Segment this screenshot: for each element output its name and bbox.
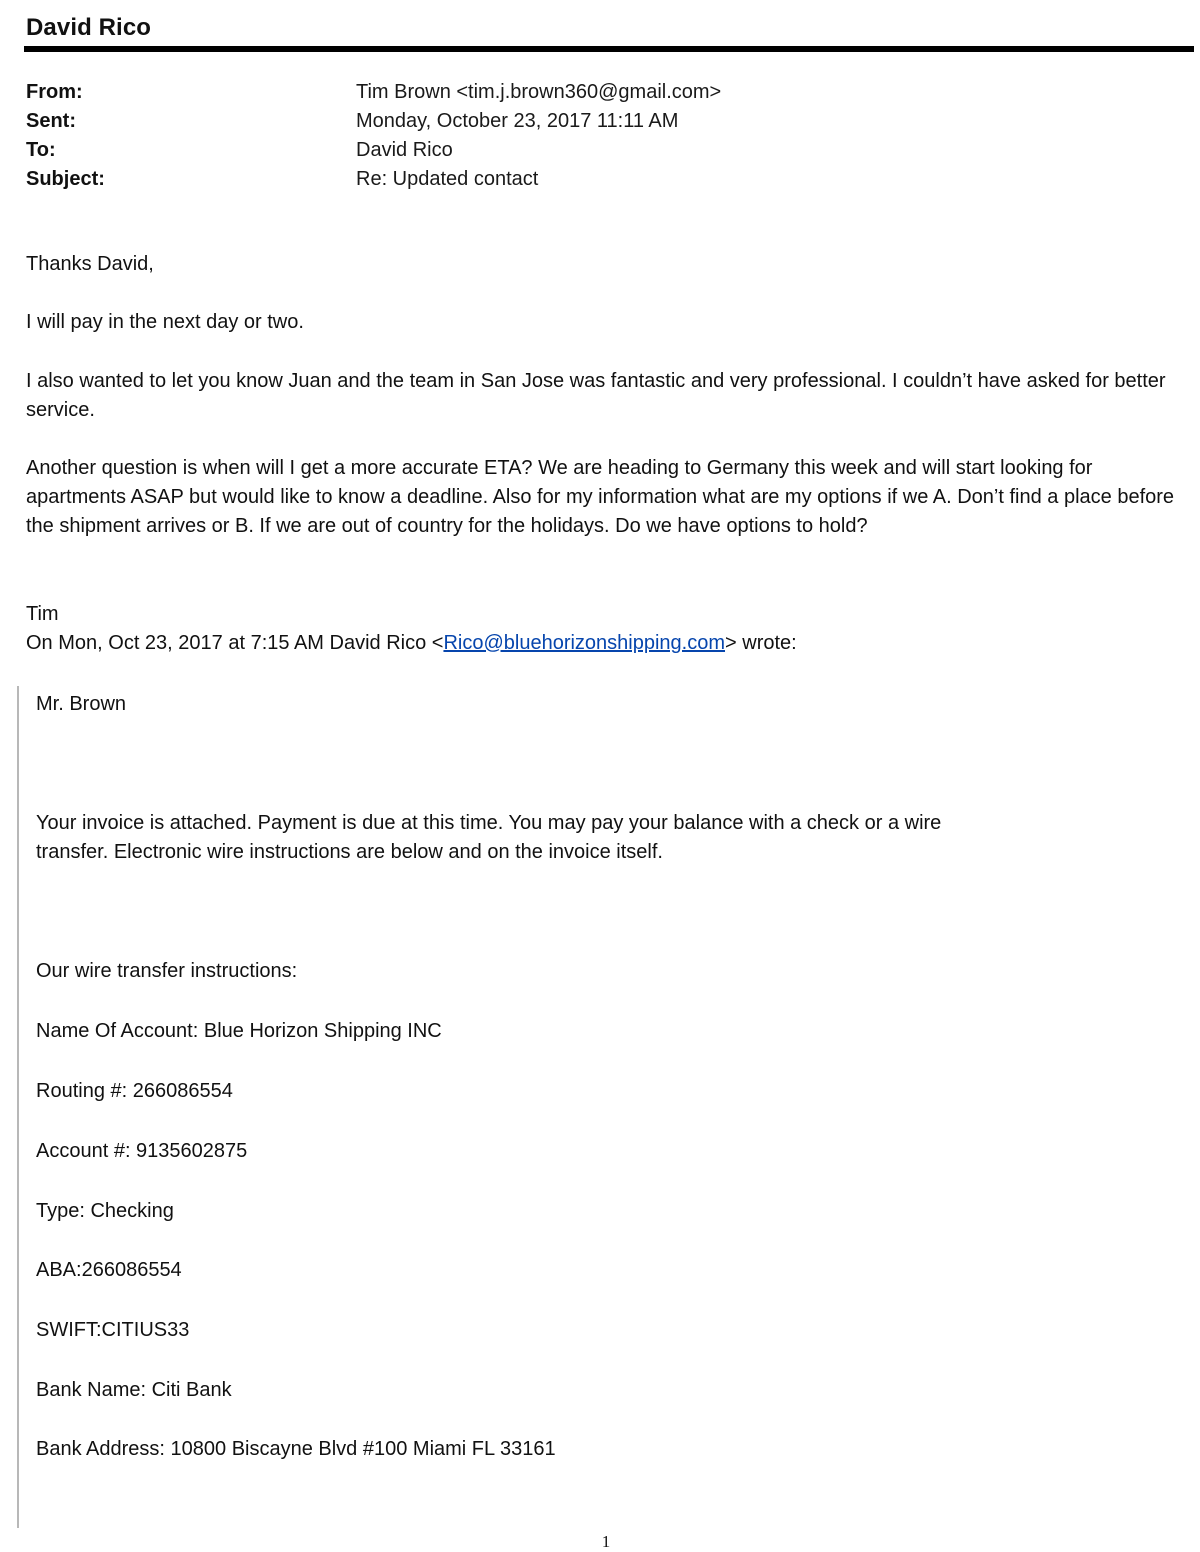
sent-label: Sent:: [26, 110, 76, 132]
signature: Tim: [26, 603, 59, 625]
routing-line: [36, 1077, 1136, 1106]
subject-label: Subject:: [26, 168, 105, 190]
from-value: Tim Brown <tim.j.brown360@gmail.com>: [356, 81, 722, 103]
email-signature-block: [26, 600, 1194, 658]
swift-text: SWIFT:CITIUS33: [36, 1319, 190, 1341]
invoice-line-1: Your invoice is attached. Payment is due at this time. You may pay your balance with a check or a wire: [36, 812, 942, 834]
to-label: To:: [26, 139, 56, 161]
paragraph-thanks-team: I also wanted to let you know Juan and the team in San Jose was fantastic and very professional. I couldn’t have asked for better service.: [26, 370, 1166, 421]
email-paragraph-1: [26, 308, 1194, 337]
bank-address-line: [36, 1435, 1136, 1464]
account-name-text: Name Of Account: Blue Horizon Shipping INC: [36, 1020, 442, 1042]
title-divider: [24, 46, 1194, 52]
greeting-text: Thanks David,: [26, 253, 154, 275]
aba-line: [36, 1256, 1136, 1285]
invoice-line-2: transfer. Electronic wire instructions are below and on the invoice itself.: [36, 841, 663, 863]
header-row-subject: [26, 165, 721, 194]
email-paragraph-2: [26, 367, 1194, 425]
wire-instructions-heading: [36, 957, 1136, 986]
quoted-salutation: [36, 690, 1136, 719]
sender-email-link[interactable]: Rico@bluehorizonshipping.com: [443, 632, 726, 654]
page-title: David Rico: [26, 14, 152, 41]
from-label: From:: [26, 81, 83, 103]
sent-value: Monday, October 23, 2017 11:11 AM: [356, 110, 679, 132]
reply-intro-suffix: > wrote:: [725, 632, 797, 654]
bank-name-line: [36, 1376, 1136, 1405]
reply-intro-prefix: On Mon, Oct 23, 2017 at 7:15 AM David Rico <: [26, 632, 444, 654]
email-headers: [26, 78, 721, 194]
account-number-text: Account #: 9135602875: [36, 1140, 248, 1162]
account-name-line: [36, 1017, 1136, 1046]
bank-address-text: Bank Address: 10800 Biscayne Blvd #100 Miami FL 33161: [36, 1438, 556, 1460]
subject-value: Re: Updated contact: [356, 168, 539, 190]
bank-name-text: Bank Name: Citi Bank: [36, 1379, 232, 1401]
paragraph-payment: I will pay in the next day or two.: [26, 311, 304, 333]
page-number: 1: [601, 1532, 611, 1551]
header-row-from: [26, 78, 721, 107]
account-type-text: Type: Checking: [36, 1200, 174, 1222]
account-type-line: [36, 1197, 1136, 1226]
swift-line: [36, 1316, 1136, 1345]
quoted-invoice-paragraph: [36, 809, 1136, 867]
paragraph-eta-question: Another question is when will I get a more accurate ETA? We are heading to Germany this week and will start looking for apartments ASAP but would like to know a deadline. Also for my information what are my options if we A. Don’t find a place before the shipment arrives or B. If we are out of country for the holidays. Do we have options to hold?: [26, 457, 1175, 537]
aba-text: ABA:266086554: [36, 1259, 182, 1281]
email-paragraph-3: [26, 454, 1194, 541]
reply-intro: [26, 629, 1194, 658]
to-value: David Rico: [356, 139, 453, 161]
header-row-to: [26, 136, 721, 165]
salutation-text: Mr. Brown: [36, 693, 127, 715]
header-row-sent: [26, 107, 721, 136]
quote-bar: [17, 686, 19, 1528]
email-greeting: [26, 250, 1194, 279]
account-number-line: [36, 1137, 1136, 1166]
instructions-heading-text: Our wire transfer instructions:: [36, 960, 298, 982]
routing-text: Routing #: 266086554: [36, 1080, 233, 1102]
